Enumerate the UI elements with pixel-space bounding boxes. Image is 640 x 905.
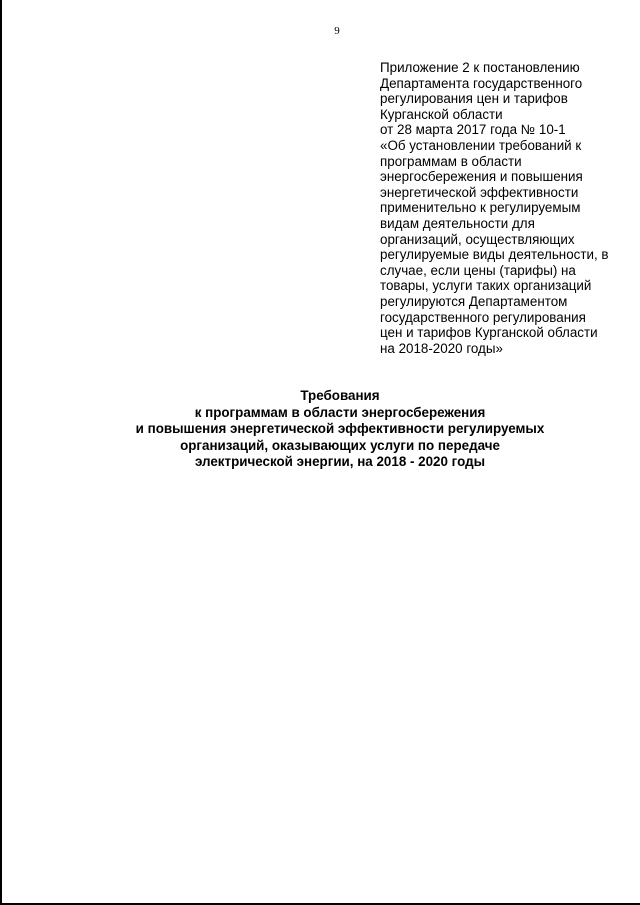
appendix-line: видам деятельности для [380, 215, 535, 231]
appendix-line: государственного регулирования [380, 309, 586, 325]
appendix-line: Приложение 2 к постановлению [380, 60, 580, 75]
title-line: и повышения энергетической эффективности регулируемых [135, 421, 545, 436]
appendix-line: от 28 марта 2017 года № 10-1 [380, 122, 566, 138]
title-line: к программам в области энергосбережения [194, 404, 486, 420]
appendix-line: регулируемые виды деятельности, в [380, 247, 609, 263]
appendix-line: товары, услуги таких организаций [380, 278, 592, 294]
document-title [0, 388, 640, 471]
appendix-line: на 2018-2020 годы» [380, 340, 503, 356]
appendix-line: Курганской области [380, 106, 503, 122]
appendix-line: регулирования цен и тарифов [380, 91, 568, 107]
appendix-line: программам в области [380, 153, 522, 169]
appendix-line: случае, если цены (тарифы) на [380, 262, 576, 278]
appendix-line: организаций, осуществляющих [380, 231, 575, 247]
appendix-line: применительно к регулируемым [380, 200, 581, 216]
title-line: организаций, оказывающих услуги по передаче [180, 437, 500, 453]
appendix-line: «Об установлении требований к [380, 137, 582, 153]
appendix-line: Департамента государственного [380, 75, 583, 91]
appendix-line: регулируются Департаментом [380, 293, 568, 309]
title-line: электрической энергии, на 2018 - 2020 годы [194, 454, 486, 469]
appendix-note [380, 60, 630, 356]
title-line: Требования [300, 388, 380, 403]
appendix-line: цен и тарифов Курганской области [380, 325, 598, 341]
appendix-line: энергетической эффективности [380, 184, 579, 200]
appendix-line: энергосбережения и повышения [380, 169, 583, 185]
page-number: 9 [334, 25, 340, 37]
